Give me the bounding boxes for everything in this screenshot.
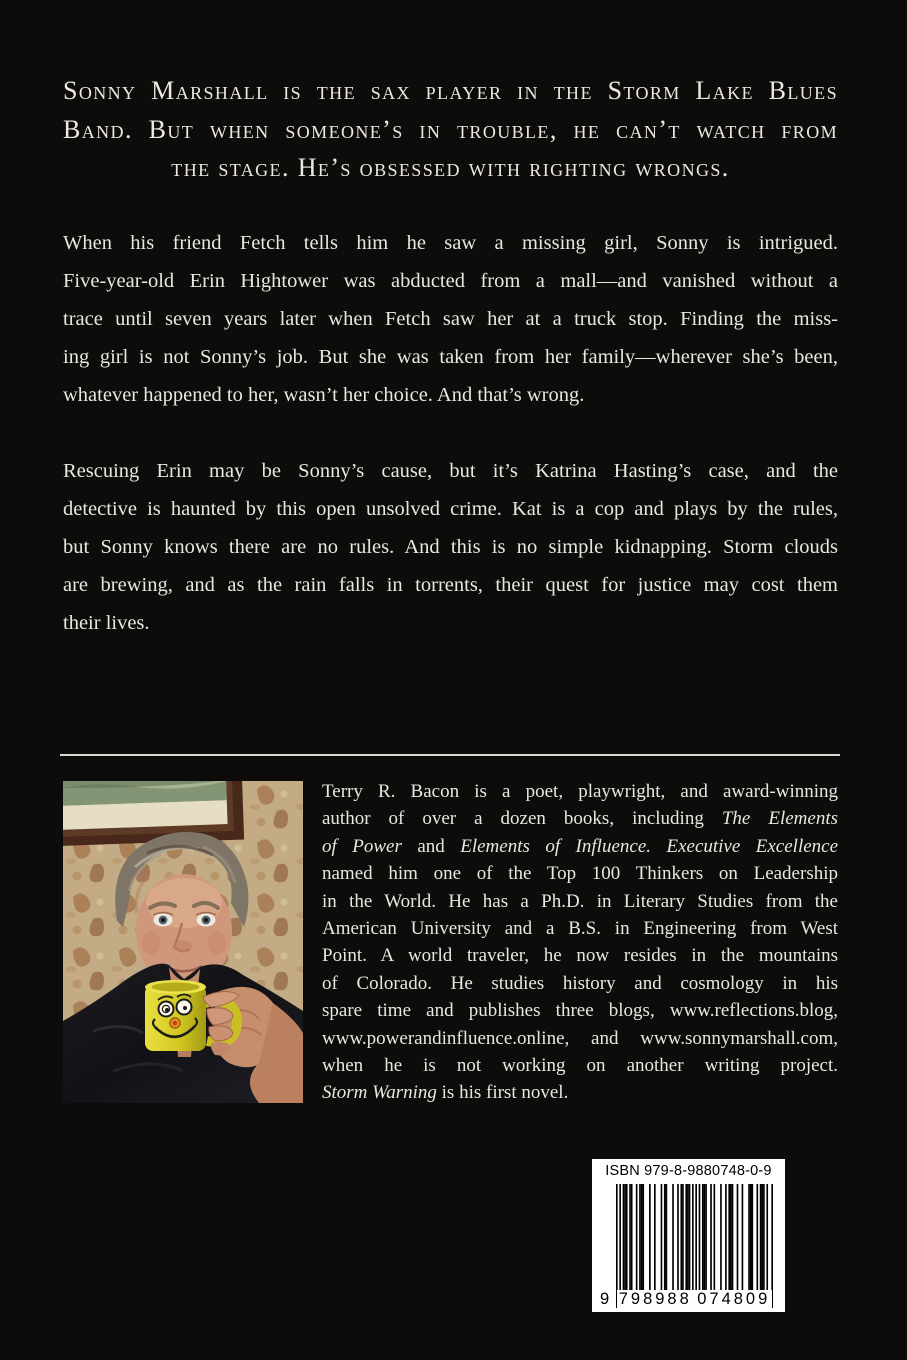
isbn-barcode (592, 1159, 785, 1312)
text-line: of Power and Elements of Influence. Executive Excellence (322, 835, 839, 857)
synopsis-paragraph-2 (63, 452, 838, 642)
barcode-digit-lead: 9 (600, 1290, 610, 1308)
isbn-label: ISBN 979-8-9880748-0-9 (605, 1163, 772, 1179)
text-line: in the World. He has a Ph.D. in Literary Studies from the (322, 890, 838, 912)
text-line: named him one of the Top 100 Thinkers on Leadership (322, 863, 838, 885)
text-line: but Sonny knows there are no rules. And this is no simple kidnapping. Storm clouds (63, 536, 838, 558)
text-line: spare time and publishes three blogs, www.reflections.blog, (322, 1000, 838, 1022)
text-line: trace until seven years later when Fetch saw her at a truck stop. Finding the miss- (63, 308, 838, 330)
text-line: are brewing, and as the rain falls in torrents, their quest for justice may cost them (63, 574, 838, 596)
barcode-digit-group-1: 798988 (618, 1290, 692, 1308)
synopsis-paragraph-1 (63, 224, 838, 414)
text-line: Storm Warning is his first novel. (322, 1082, 569, 1104)
text-line: ing girl is not Sonny’s job. But she was taken from her family—wherever she’s been, (63, 346, 838, 368)
text-line: when he is not working on another writing project. (322, 1055, 838, 1077)
text-line: www.powerandinfluence.online, and www.sonnymarshall.com, (322, 1027, 838, 1049)
text-line: author of over a dozen books, including The Elements (322, 808, 838, 830)
author-photo (63, 781, 303, 1103)
text-line: whatever happened to her, wasn’t her choice. And that’s wrong. (63, 384, 585, 406)
barcode-digits (600, 1289, 773, 1310)
picture-frame (63, 781, 244, 846)
section-divider (60, 754, 840, 756)
text-line: Five-year-old Erin Hightower was abducted from a mall—and vanished without a (63, 270, 838, 292)
text-line: detective is haunted by this open unsolved crime. Kat is a cop and plays by the rules, (63, 498, 838, 520)
cover-tagline (63, 72, 838, 188)
text-line: Sonny Marshall is the sax player in the Storm Lake Blues (63, 76, 838, 105)
text-line: When his friend Fetch tells him he saw a missing girl, Sonny is intrigued. (63, 232, 838, 254)
text-line: Band. But when someone’s in trouble, he can’t watch from (63, 114, 838, 144)
text-line: their lives. (63, 612, 150, 634)
text-line: of Colorado. He studies history and cosmology in his (322, 972, 838, 994)
text-line: Point. A world traveler, he now resides in the mountains (322, 945, 838, 967)
text-line: the stage. He’s obsessed with righting wrongs. (171, 153, 730, 182)
text-line: American University and a B.S. in Engineering from West (322, 918, 838, 940)
author-bio (322, 778, 838, 1107)
text-line: Rescuing Erin may be Sonny’s cause, but it’s Katrina Hasting’s case, and the (63, 460, 838, 482)
text-line: Terry R. Bacon is a poet, playwright, and award-winning (322, 781, 838, 802)
barcode-digit-group-2: 074809 (697, 1290, 771, 1308)
